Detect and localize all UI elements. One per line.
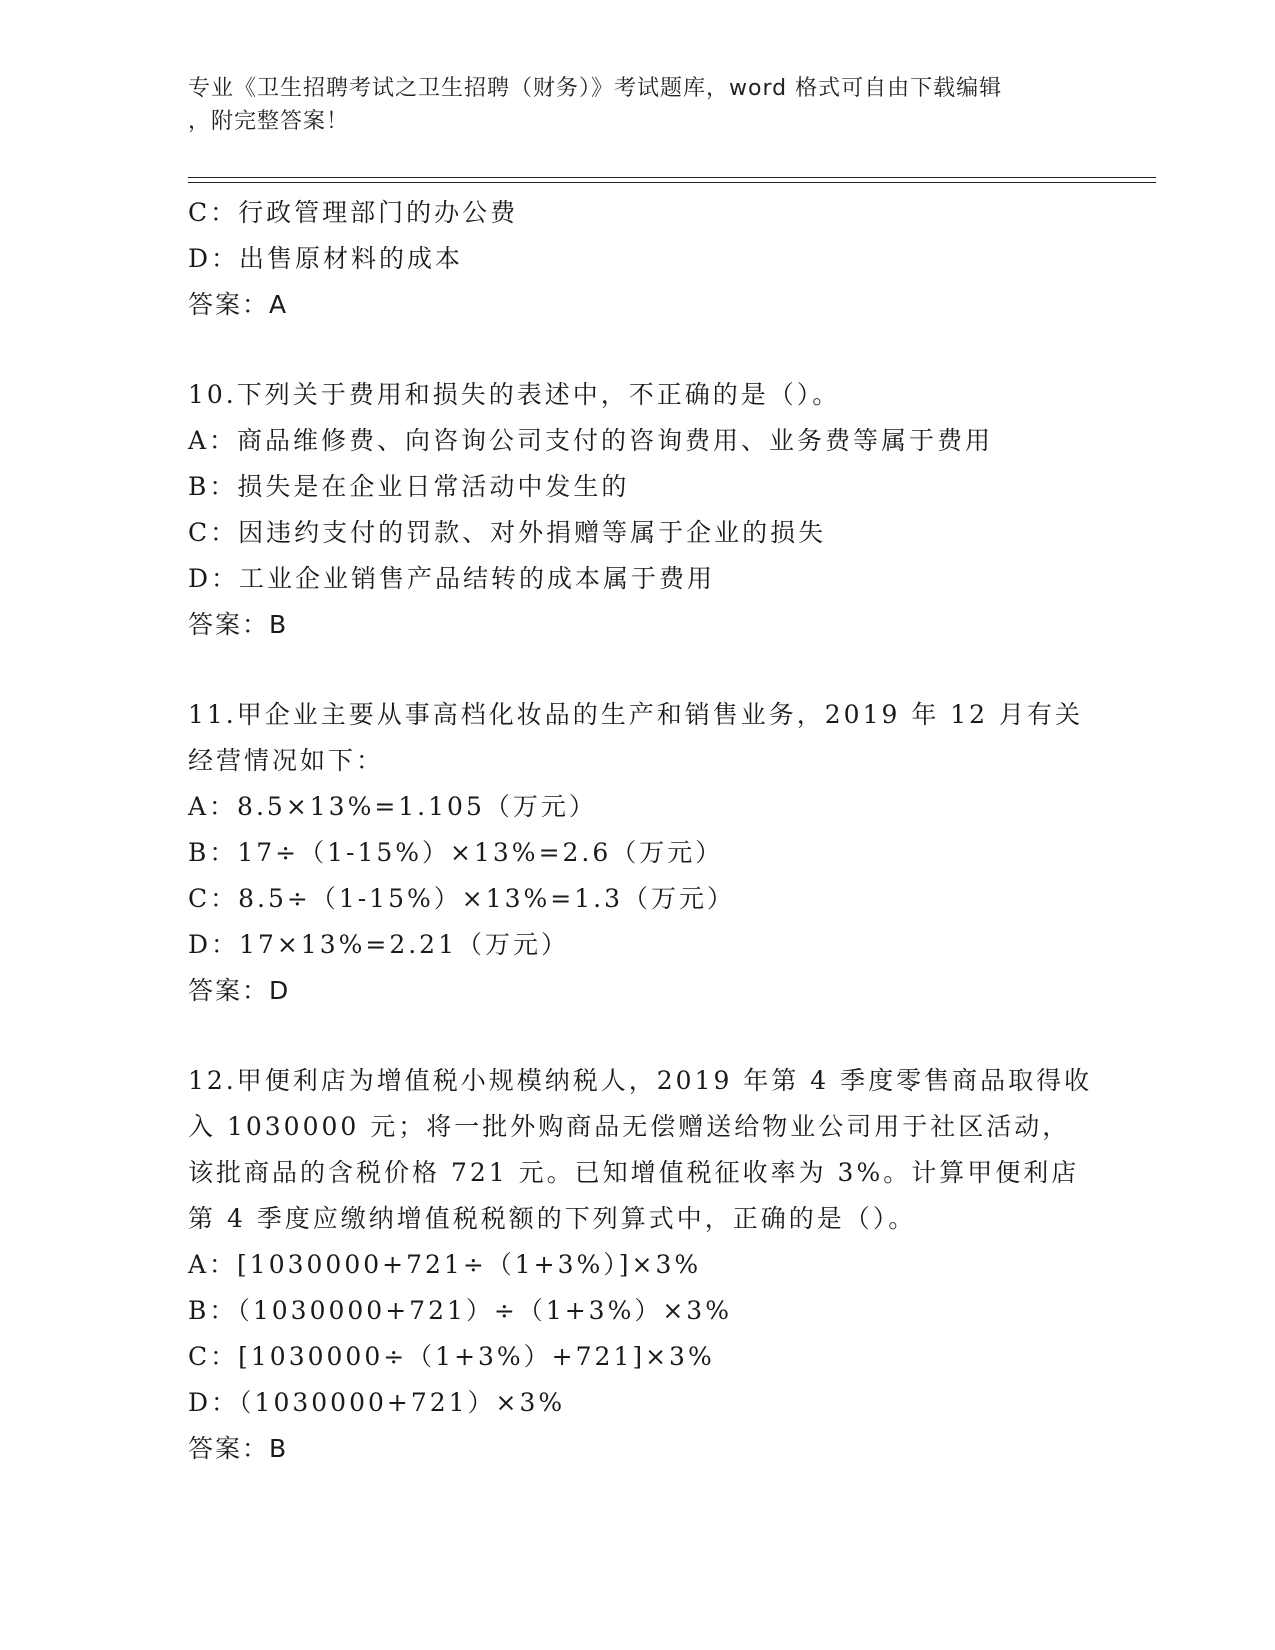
question-stem-line-2: 入 1030000 元；将一批外购商品无偿赠送给物业公司用于社区活动， <box>188 1112 1071 1141</box>
document-header <box>188 72 1068 138</box>
answer-label: 答案：B <box>188 1434 289 1463</box>
question-block-11 <box>188 692 1088 1014</box>
option-a: A：[1030000+721÷（1+3%）]×3% <box>188 1250 702 1279</box>
option-d: D：工业企业销售产品结转的成本属于费用 <box>188 564 716 593</box>
option-d: D：（1030000+721）×3% <box>188 1388 566 1417</box>
option-a: A：商品维修费、向咨询公司支付的咨询费用、业务费等属于费用 <box>188 426 994 455</box>
question-stem-line-2: 经营情况如下： <box>188 746 385 775</box>
option-c: C：8.5÷（1-15%）×13%=1.3（万元） <box>188 884 735 913</box>
question-stem-line-1: 11.甲企业主要从事高档化妆品的生产和销售业务，2019 年 12 月有关 <box>188 700 1084 729</box>
question-stem-line-4: 第 4 季度应缴纳增值税税额的下列算式中，正确的是（）。 <box>188 1204 917 1233</box>
option-c: C：[1030000÷（1+3%）+721]×3% <box>188 1342 715 1371</box>
option-b: B：17÷（1-15%）×13%=2.6（万元） <box>188 838 724 867</box>
question-block-10 <box>188 372 1088 648</box>
option-c: C：行政管理部门的办公费 <box>188 198 519 227</box>
option-d: D：出售原材料的成本 <box>188 244 464 273</box>
answer-label: 答案：B <box>188 610 289 639</box>
header-line-2: ，附完整答案！ <box>188 109 350 134</box>
answer-label: 答案：A <box>188 290 289 319</box>
question-block-12 <box>188 1058 1093 1472</box>
question-stem-line-3: 该批商品的含税价格 721 元。已知增值税征收率为 3%。计算甲便利店 <box>188 1158 1080 1187</box>
header-line-1: 专业《卫生招聘考试之卫生招聘（财务）》考试题库，word 格式可自由下载编辑 <box>188 76 1003 101</box>
header-divider-top <box>188 177 1156 178</box>
option-c: C：因违约支付的罚款、对外捐赠等属于企业的损失 <box>188 518 827 547</box>
option-d: D：17×13%=2.21（万元） <box>188 930 569 959</box>
question-stem-line-1: 12.甲便利店为增值税小规模纳税人，2019 年第 4 季度零售商品取得收 <box>188 1066 1093 1095</box>
option-b: B：（1030000+721）÷（1+3%）×3% <box>188 1296 732 1325</box>
question-list <box>188 190 1093 1472</box>
answer-label: 答案：D <box>188 976 291 1005</box>
question-block-previous <box>188 190 1088 328</box>
option-a: A：8.5×13%=1.105（万元） <box>188 792 597 821</box>
header-divider-bottom <box>188 182 1156 183</box>
question-stem: 10.下列关于费用和损失的表述中，不正确的是（）。 <box>188 380 841 409</box>
option-b: B：损失是在企业日常活动中发生的 <box>188 472 630 501</box>
